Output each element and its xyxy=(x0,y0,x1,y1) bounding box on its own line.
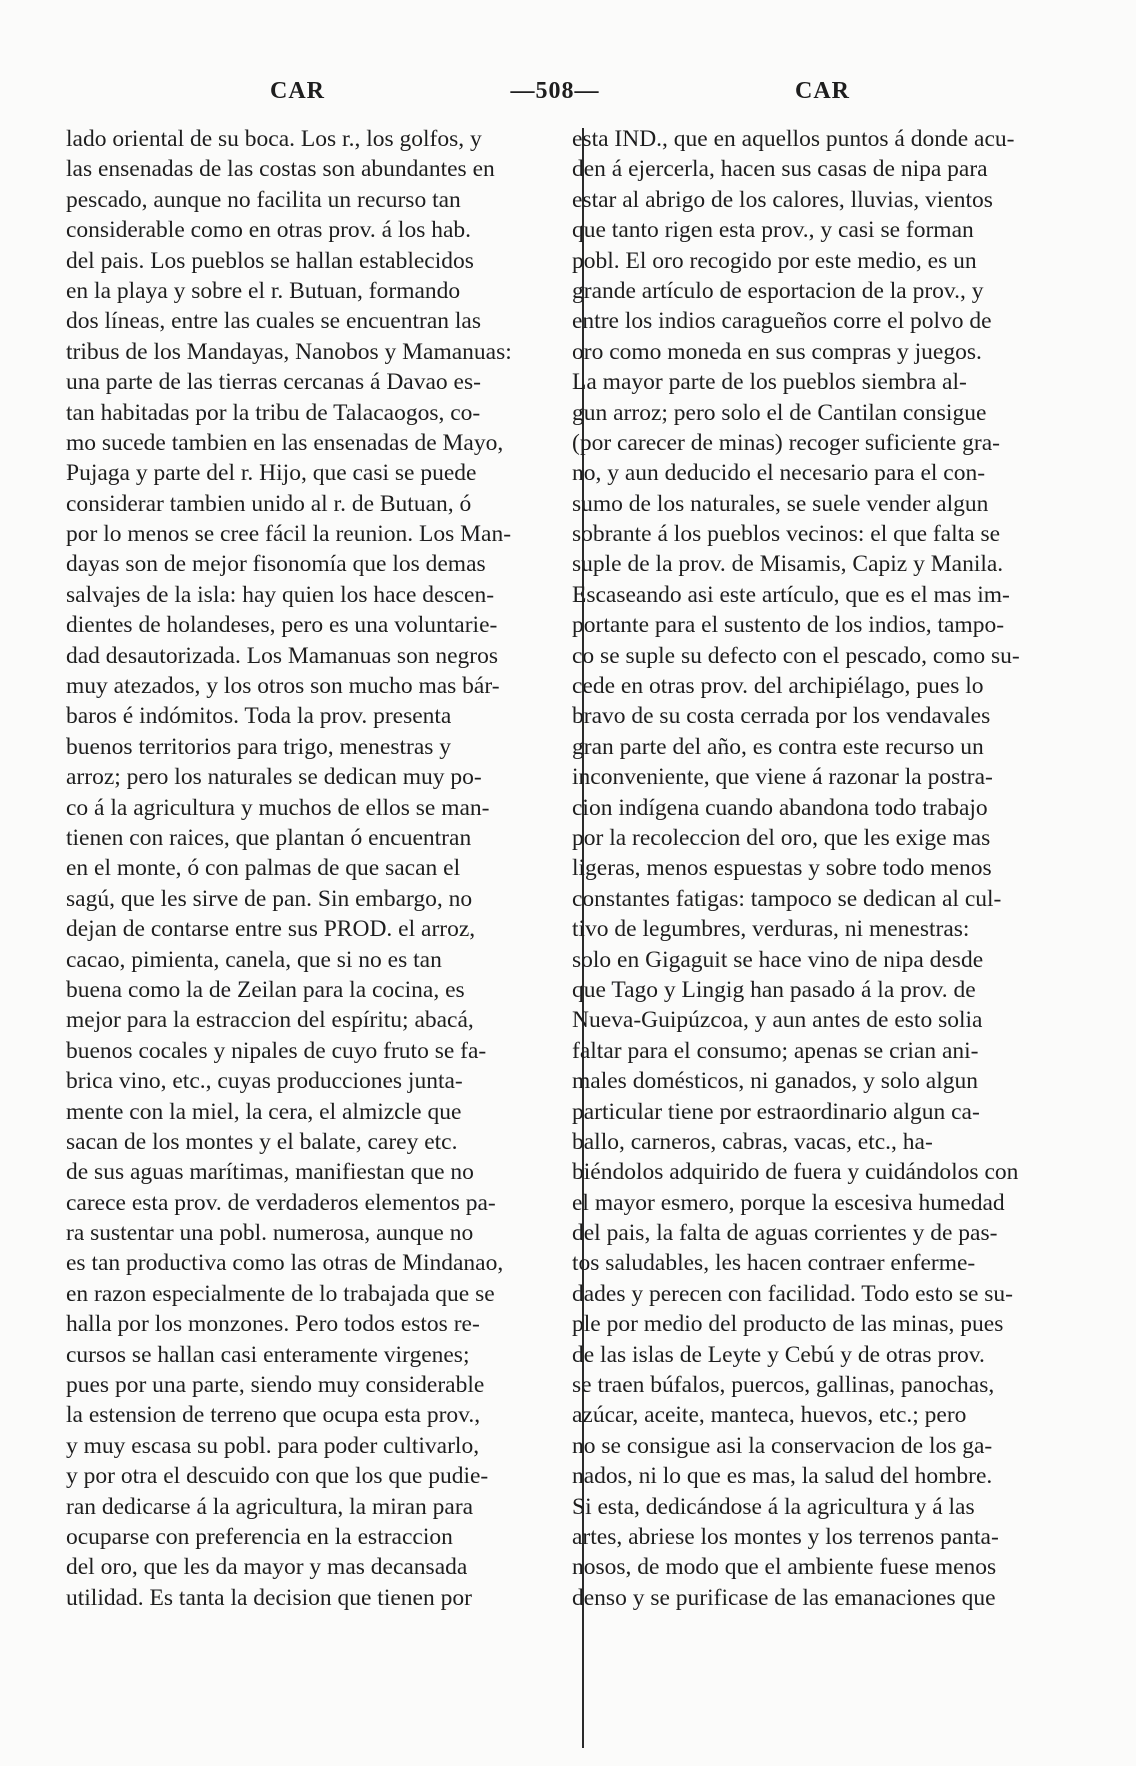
text-line: solo en Gigaguit se hace vino de nipa desde xyxy=(572,946,984,973)
text-line: cursos se hallan casi enteramente virgenes; xyxy=(66,1341,470,1368)
text-line: ran dedicarse á la agricultura, la miran para xyxy=(66,1493,474,1520)
text-line: gun arroz; pero solo el de Cantilan consigue xyxy=(572,399,987,426)
text-line: tienen con raices, que plantan ó encuentran xyxy=(66,824,472,851)
text-line: sobrante á los pueblos vecinos: el que falta se xyxy=(572,521,1001,548)
text-line: constantes fatigas: tampoco se dedican al cul- xyxy=(572,885,1002,912)
text-line: ballo, carneros, cabras, vacas, etc., ha- xyxy=(572,1128,933,1155)
text-line: particular tiene por estraordinario algun ca- xyxy=(572,1098,980,1125)
text-line: sagú, que les sirve de pan. Sin embargo, no xyxy=(66,885,473,912)
text-line: ple por medio del producto de las minas, pues xyxy=(572,1311,1004,1338)
text-line: se traen búfalos, puercos, gallinas, panochas, xyxy=(572,1372,995,1399)
text-line: no se consigue asi la conservacion de los ga- xyxy=(572,1432,993,1459)
text-line: mo sucede tambien en las ensenadas de Mayo, xyxy=(66,429,504,456)
text-line: co á la agricultura y muchos de ellos se man- xyxy=(66,794,490,821)
text-line: pobl. El oro recogido por este medio, es un xyxy=(572,247,977,274)
text-line: ocuparse con preferencia en la estraccion xyxy=(66,1523,453,1550)
text-line: tivo de legumbres, verduras, ni menestras: xyxy=(572,916,970,943)
left-text-column xyxy=(66,124,566,1613)
text-line: es tan productiva como las otras de Mindanao, xyxy=(66,1250,504,1277)
text-line: Nueva-Guipúzcoa, y aun antes de esto solia xyxy=(572,1007,983,1034)
text-line: sacan de los montes y el balate, carey etc. xyxy=(66,1128,458,1155)
text-line: que Tago y Lingig han pasado á la prov. de xyxy=(572,976,976,1003)
text-line: Escaseando asi este artículo, que es el mas im- xyxy=(572,581,1010,608)
text-line: buenos cocales y nipales de cuyo fruto se fa- xyxy=(66,1037,487,1064)
text-line: males domésticos, ni ganados, y solo algun xyxy=(572,1068,978,1095)
text-line: estar al abrigo de los calores, lluvias, vientos xyxy=(572,186,993,213)
text-line: una parte de las tierras cercanas á Davao es- xyxy=(66,369,481,396)
text-line: las ensenadas de las costas son abundantes en xyxy=(66,156,495,183)
text-line: mente con la miel, la cera, el almizcle que xyxy=(66,1098,462,1125)
text-line: y muy escasa su pobl. para poder cultivarlo, xyxy=(66,1432,480,1459)
text-line: dades y perecen con facilidad. Todo esto se su- xyxy=(572,1280,1014,1307)
text-line: dad desautorizada. Los Mamanuas son negros xyxy=(66,642,499,669)
text-line: azúcar, aceite, manteca, huevos, etc.; pero xyxy=(572,1402,967,1429)
text-line: en el monte, ó con palmas de que sacan el xyxy=(66,855,461,882)
text-line: portante para el sustento de los indios, tampo- xyxy=(572,612,1005,639)
text-line: baros é indómitos. Toda la prov. presenta xyxy=(66,703,452,730)
text-line: muy atezados, y los otros son mucho mas bár- xyxy=(66,673,500,700)
text-line: grande artículo de esportacion de la prov., y xyxy=(572,277,984,304)
text-line: considerable como en otras prov. á los hab. xyxy=(66,217,472,244)
running-head-right: CAR xyxy=(795,78,850,104)
text-line: del pais. Los pueblos se hallan establecidos xyxy=(66,247,474,274)
text-line: lado oriental de su boca. Los r., los golfos, y xyxy=(66,126,482,152)
text-line: cede en otras prov. del archipiélago, pues lo xyxy=(572,673,984,700)
text-line: co se suple su defecto con el pescado, como su- xyxy=(572,642,1020,669)
text-line: La mayor parte de los pueblos siembra al- xyxy=(572,369,967,396)
text-line: denso y se purificase de las emanaciones que xyxy=(572,1584,996,1611)
text-line: la estension de terreno que ocupa esta prov., xyxy=(66,1402,481,1429)
text-line: pescado, aunque no facilita un recurso tan xyxy=(66,186,461,213)
right-text-column xyxy=(572,124,1075,1613)
text-line: inconveniente, que viene á razonar la postra- xyxy=(572,764,993,791)
text-line: brica vino, etc., cuyas producciones junta- xyxy=(66,1068,463,1095)
text-line: Pujaga y parte del r. Hijo, que casi se puede xyxy=(66,460,477,487)
text-line: artes, abriese los montes y los terrenos panta- xyxy=(572,1523,999,1550)
running-head-left: CAR xyxy=(270,78,325,104)
page-number: —508— xyxy=(510,78,600,104)
text-line: (por carecer de minas) recoger suficiente gra- xyxy=(572,429,1000,456)
text-line: ra sustentar una pobl. numerosa, aunque no xyxy=(66,1220,474,1247)
text-line: de las islas de Leyte y Cebú y de otras prov. xyxy=(572,1341,985,1368)
text-line: del pais, la falta de aguas corrientes y de pas- xyxy=(572,1220,998,1247)
text-line: en la playa y sobre el r. Butuan, formando xyxy=(66,277,461,304)
text-line: gran parte del año, es contra este recurso un xyxy=(572,733,984,760)
text-line: dos líneas, entre las cuales se encuentran las xyxy=(66,308,482,335)
text-line: mejor para la estraccion del espíritu; abacá, xyxy=(66,1007,474,1034)
text-line: nados, ni lo que es mas, la salud del hombre. xyxy=(572,1463,993,1490)
text-line: el mayor esmero, porque la escesiva humedad xyxy=(572,1189,1005,1216)
text-line: buenos territorios para trigo, menestras y xyxy=(66,733,452,760)
text-line: tribus de los Mandayas, Nanobos y Mamanuas: xyxy=(66,338,512,365)
text-line: salvajes de la isla: hay quien los hace descen- xyxy=(66,581,495,608)
text-line: esta IND., que en aquellos puntos á donde acu- xyxy=(572,126,1015,152)
text-line: ligeras, menos espuestas y sobre todo menos xyxy=(572,855,992,882)
text-line: que tanto rigen esta prov., y casi se forman xyxy=(572,217,974,244)
text-line: no, y aun deducido el necesario para el con- xyxy=(572,460,986,487)
text-line: entre los indios caragueños corre el polvo de xyxy=(572,308,992,335)
text-line: nosos, de modo que el ambiente fuese menos xyxy=(572,1554,997,1581)
text-line: bravo de su costa cerrada por los vendavales xyxy=(572,703,991,730)
text-line: por lo menos se cree fácil la reunion. Los Man- xyxy=(66,521,512,548)
text-line: halla por los monzones. Pero todos estos re- xyxy=(66,1311,480,1338)
text-line: suple de la prov. de Misamis, Capiz y Manila. xyxy=(572,551,1004,578)
text-line: arroz; pero los naturales se dedican muy po- xyxy=(66,764,482,791)
text-line: pues por una parte, siendo muy considerable xyxy=(66,1372,485,1399)
text-line: dientes de holandeses, pero es una voluntarie- xyxy=(66,612,498,639)
text-line: de sus aguas marítimas, manifiestan que no xyxy=(66,1159,474,1186)
text-line: cion indígena cuando abandona todo trabajo xyxy=(572,794,988,821)
text-line: Si esta, dedicándose á la agricultura y á las xyxy=(572,1493,975,1520)
text-line: dejan de contarse entre sus PROD. el arroz, xyxy=(66,916,476,943)
text-line: faltar para el consumo; apenas se crian ani- xyxy=(572,1037,979,1064)
text-line: tan habitadas por la tribu de Talacaogos, co- xyxy=(66,399,481,426)
text-line: cacao, pimienta, canela, que si no es tan xyxy=(66,946,442,973)
text-line: sumo de los naturales, se suele vender algun xyxy=(572,490,989,517)
text-line: buena como la de Zeilan para la cocina, es xyxy=(66,976,465,1003)
text-line: tos saludables, les hacen contraer enferme- xyxy=(572,1250,976,1277)
text-line: utilidad. Es tanta la decision que tienen por xyxy=(66,1584,472,1611)
text-line: biéndolos adquirido de fuera y cuidándolos con xyxy=(572,1159,1019,1186)
text-line: oro como moneda en sus compras y juegos. xyxy=(572,338,982,365)
text-line: en razon especialmente de lo trabajada que se xyxy=(66,1280,495,1307)
text-line: carece esta prov. de verdaderos elementos pa- xyxy=(66,1189,496,1216)
text-line: del oro, que les da mayor y mas decansada xyxy=(66,1554,468,1581)
text-line: y por otra el descuido con que los que pudie- xyxy=(66,1463,489,1490)
text-line: den á ejercerla, hacen sus casas de nipa para xyxy=(572,156,988,183)
text-line: por la recoleccion del oro, que les exige mas xyxy=(572,824,991,851)
text-line: dayas son de mejor fisonomía que los demas xyxy=(66,551,486,578)
text-line: considerar tambien unido al r. de Butuan, ó xyxy=(66,490,472,517)
